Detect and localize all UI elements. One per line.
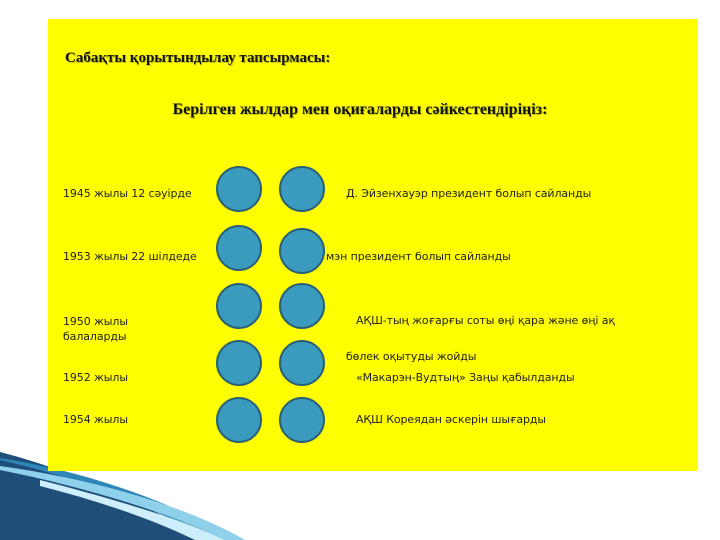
- match-circle-left-3[interactable]: [216, 283, 262, 329]
- match-circle-right-2[interactable]: [279, 228, 325, 274]
- event-item-supreme-court-end: бөлек оқытуды жойды: [346, 350, 477, 363]
- match-circle-left-1[interactable]: [216, 166, 262, 212]
- year-item-1945: 1945 жылы 12 сәуірде: [63, 187, 192, 200]
- year-item-1950: 1950 жылы: [63, 315, 128, 328]
- match-circle-right-5[interactable]: [279, 397, 325, 443]
- match-circle-left-2[interactable]: [216, 225, 262, 271]
- slide-subtitle: Берілген жылдар мен оқиғаларды сәйкестендіріңіз:: [172, 101, 548, 118]
- year-item-1952: 1952 жылы: [63, 371, 128, 384]
- slide-title: Сабақты қорытындылау тапсырмасы:: [65, 50, 331, 66]
- event-item-korea-withdrawal: АҚШ Кореядан әскерін шығарды: [356, 413, 546, 426]
- match-circle-right-4[interactable]: [279, 340, 325, 386]
- event-item-supreme-court-cont: балаларды: [63, 330, 127, 343]
- match-circle-left-4[interactable]: [216, 340, 262, 386]
- event-item-supreme-court: АҚШ-тың жоғарғы соты өңі қара және өңі ақ: [356, 314, 615, 327]
- event-item-truman: мэн президент болып сайланды: [326, 250, 511, 263]
- match-circle-right-3[interactable]: [279, 283, 325, 329]
- match-circle-left-5[interactable]: [216, 397, 262, 443]
- year-item-1954: 1954 жылы: [63, 413, 128, 426]
- event-item-mccarran-walter: «Макарэн-Вудтың» Заңы қабылданды: [356, 371, 575, 384]
- year-item-1953: 1953 жылы 22 шілдеде: [63, 250, 197, 263]
- match-circle-right-1[interactable]: [279, 166, 325, 212]
- event-item-eisenhower: Д. Эйзенхауэр президент болып сайланды: [346, 187, 592, 200]
- yellow-content-panel: [48, 19, 698, 471]
